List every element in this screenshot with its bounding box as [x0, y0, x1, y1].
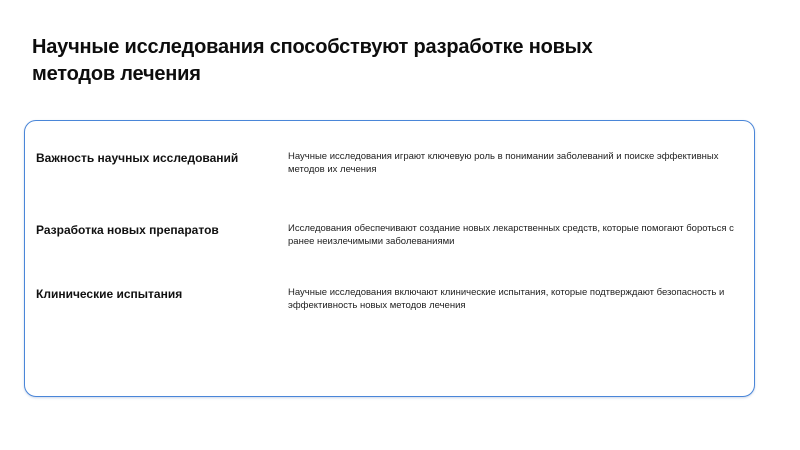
row-description: Научные исследования включают клинические испытания, которые подтверждают безопасность и эффективность новых методов лечения	[288, 287, 725, 311]
row-label: Клинические испытания	[36, 287, 183, 301]
slide-title: Научные исследования способствуют разработке новых методов лечения	[32, 36, 593, 85]
row-description: Научные исследования играют ключевую роль в понимании заболеваний и поиске эффективных методов их лечения	[288, 151, 719, 175]
row-label: Важность научных исследований	[36, 151, 239, 165]
content-card	[24, 120, 755, 397]
row-label: Разработка новых препаратов	[36, 223, 219, 237]
row-description: Исследования обеспечивают создание новых лекарственных средств, которые помогают бороться с ранее неизлечимыми заболеваниями	[288, 223, 734, 247]
